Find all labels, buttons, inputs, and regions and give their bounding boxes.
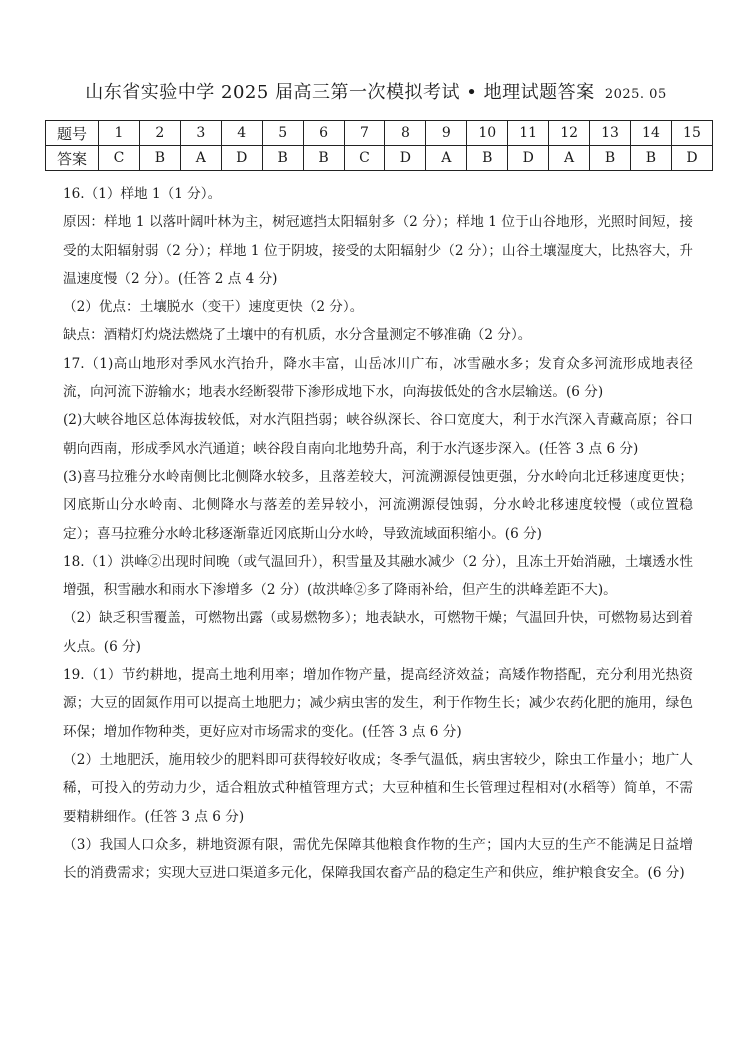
q17-part1: 17.（1)高山地形对季风水汽抬升，降水丰富，山岳冰川广布，冰雪融水多；发育众多河流形成地表径流，向河流下游输水；地表水经断裂带下渗形成地下水，向海拔低处的含水层输送。(6 分) (63, 355, 693, 401)
q16-part2-advantage: （2）优点：土壤脱水（变干）速度更快（2 分）。 (63, 299, 364, 316)
answer-cell: B (630, 146, 671, 171)
answer-cell: B (590, 146, 631, 171)
q19-part2: （2）土地肥沃，施用较少的肥料即可获得较好收成；冬季气温低，病虫害较少，除虫工作量小；地广人稀，可投入的劳动力少，适合粗放式种植管理方式；大豆种植和生长管理过程相对(水稻等）简单，不需要精耕细作。(任答 3 点 6 分) (63, 751, 693, 825)
q18-part1: 18.（1）洪峰②出现时间晚（或气温回升），积雪量及其融水减少（2 分），且冻土开始消融，土壤透水性增强，积雪融水和雨水下渗增多（2 分）(故洪峰②多了降雨补给，但产生的洪峰差距不大)。 (63, 553, 693, 599)
q16-part2-disadvantage: 缺点：酒精灯灼烧法燃烧了土壤中的有机质，水分含量测定不够准确（2 分）。 (63, 327, 532, 344)
question-number: 4 (221, 121, 262, 146)
question-number-row (46, 121, 713, 146)
q19-part3: （3）我国人口众多，耕地资源有限，需优先保障其他粮食作物的生产；国内大豆的生产不能满足日益增长的消费需求；实现大豆进口渠道多元化，保障我国农畜产品的稳定生产和供应，维护粮食安全。(6 分) (63, 836, 693, 882)
question-number: 8 (385, 121, 426, 146)
question-number: 14 (630, 121, 671, 146)
answer-cell: D (508, 146, 549, 171)
title-date: 2025. 05 (604, 87, 667, 102)
q16-part1-answer: 16.（1）样地 1（1 分）。 (63, 186, 222, 202)
q17-part3: (3)喜马拉雅分水岭南侧比北侧降水较多，且落差较大，河流溯源侵蚀更强，分水岭向北迁移速度更快；冈底斯山分水岭南、北侧降水与落差的差异较小，河流溯源侵蚀弱，分水岭北移速度较慢（或位置稳定）；喜马拉雅分水岭北移逐渐靠近冈底斯山分水岭，导致流域面积缩小。(6 分) (63, 468, 693, 542)
answer-cell: B (467, 146, 508, 171)
answer-cell: D (385, 146, 426, 171)
answer-row (46, 146, 713, 171)
title-main: 山东省实验中学 2025 届高三第一次模拟考试 • 地理试题答案 (85, 82, 595, 103)
answer-cell: B (303, 146, 344, 171)
question-number: 3 (180, 121, 221, 146)
answer-cell: B (262, 146, 303, 171)
question-number: 6 (303, 121, 344, 146)
q18-part2: （2）缺乏积雪覆盖，可燃物出露（或易燃物多）；地表缺水，可燃物干燥；气温回升快，可燃物易达到着火点。(6 分) (63, 610, 693, 655)
question-number: 7 (344, 121, 385, 146)
question-number: 12 (549, 121, 590, 146)
question-number: 11 (508, 121, 549, 146)
question-number: 13 (590, 121, 631, 146)
q17-part2: (2)大峡谷地区总体海拔较低，对水汽阻挡弱；峡谷纵深长、谷口宽度大，利于水汽深入青藏高原；谷口朝向西南，形成季风水汽通道；峡谷段自南向北地势升高，利于水汽逐步深入。(任答 3 点 6 分) (63, 412, 693, 457)
answer-explanations (63, 180, 693, 887)
answer-cell: A (426, 146, 467, 171)
question-number: 2 (139, 121, 180, 146)
answer-cell: B (139, 146, 180, 171)
question-number: 10 (467, 121, 508, 146)
document-title (0, 78, 752, 104)
answer-cell: A (180, 146, 221, 171)
q19-part1: 19.（1）节约耕地，提高土地利用率；增加作物产量，提高经济效益；高矮作物搭配，充分利用光热资源；大豆的固氮作用可以提高土地肥力；减少病虫害的发生，利于作物生长；减少农药化肥的施用，绿色环保；增加作物种类，更好应对市场需求的变化。(任答 3 点 6 分) (63, 667, 693, 740)
q16-part1-reason: 原因：样地 1 以落叶阔叶林为主，树冠遮挡太阳辐射多（2 分）；样地 1 位于山谷地形，光照时间短，接受的太阳辐射弱（2 分）；样地 1 位于阴坡，接受的太阳辐射少（2 分）；山谷土壤湿度大，比热容大，升温速度慢（2 分）。(任答 2 点 4 分) (63, 214, 693, 287)
answer-table (45, 120, 713, 171)
answer-cell: D (671, 146, 712, 171)
question-number: 5 (262, 121, 303, 146)
question-number: 1 (99, 121, 140, 146)
answer-cell: C (99, 146, 140, 171)
answer-cell: D (221, 146, 262, 171)
answer-cell: A (549, 146, 590, 171)
question-number: 9 (426, 121, 467, 146)
question-number: 15 (671, 121, 712, 146)
row-label-answer: 答案 (46, 146, 99, 171)
answer-cell: C (344, 146, 385, 171)
row-label-question: 题号 (46, 121, 99, 146)
